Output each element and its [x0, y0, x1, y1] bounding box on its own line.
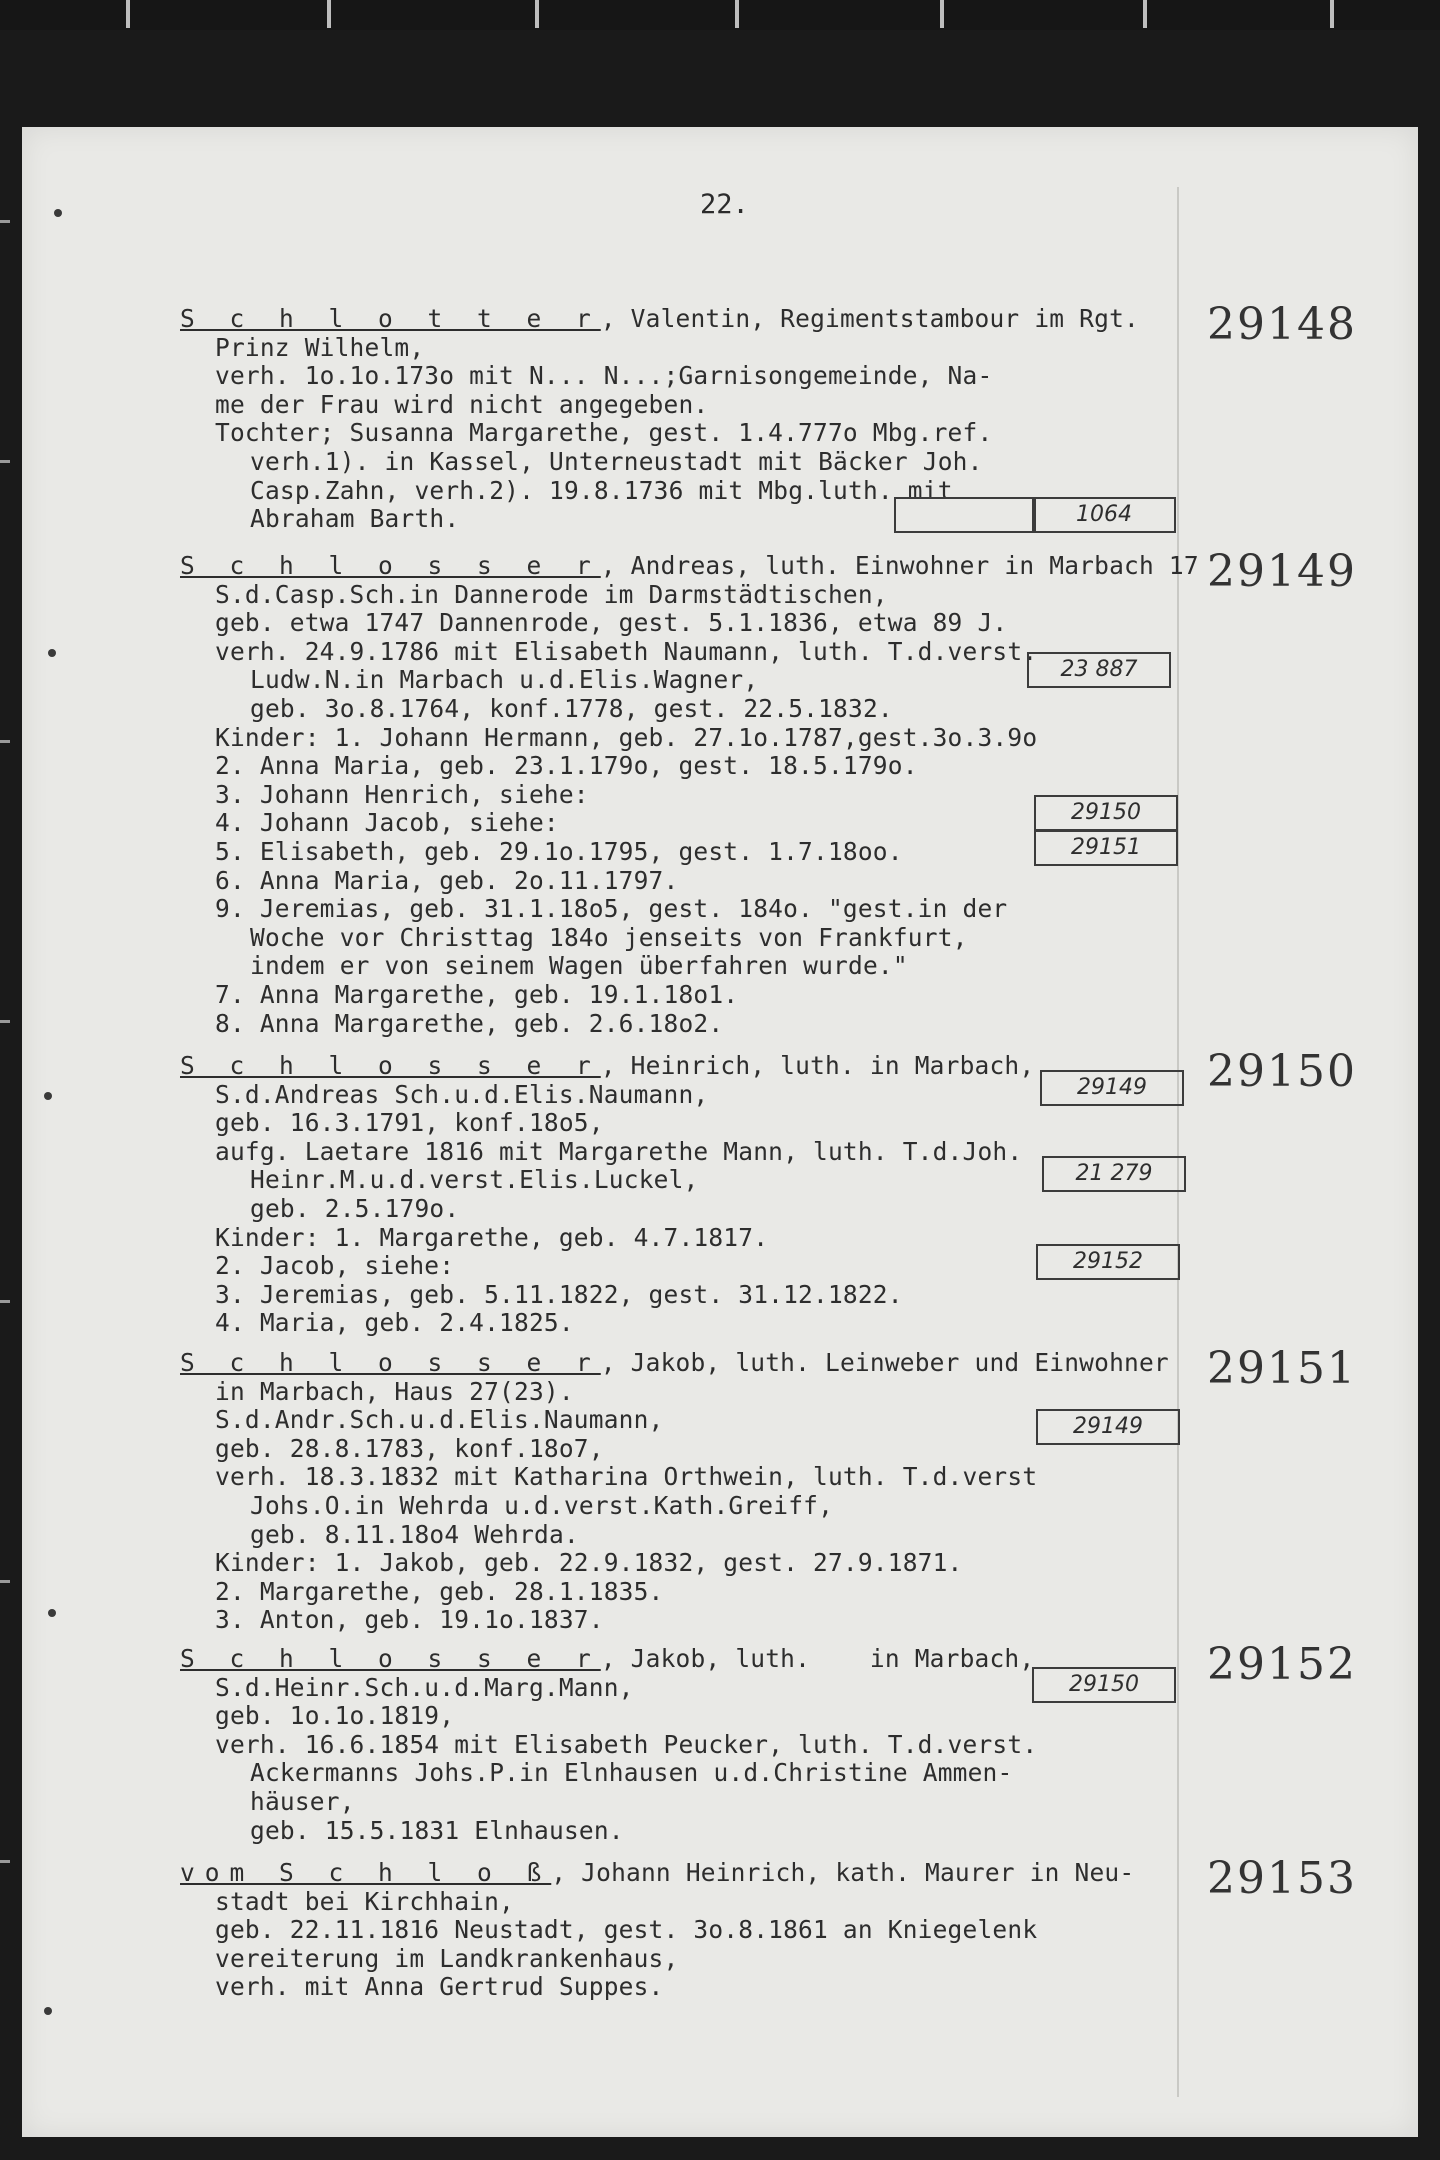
entry-line: Tochter; Susanna Margarethe, gest. 1.4.777o Mbg.ref. [215, 418, 993, 448]
entry-line: 2. Anna Maria, geb. 23.1.179o, gest. 18.5.179o. [215, 751, 918, 781]
entry-line: stadt bei Kirchhain, [215, 1886, 515, 1916]
surname: vom S c h l o ß [180, 1858, 552, 1887]
scan-side-mark [0, 220, 10, 223]
entry-line: Ludw.N.in Marbach u.d.Elis.Wagner, [250, 665, 759, 695]
scan-tick-mark [735, 0, 739, 28]
entry-line: Casp.Zahn, verh.2). 19.8.1736 mit Mbg.luth. mit [250, 475, 953, 505]
surname: S c h l o t t e r [180, 304, 601, 333]
scan-side-mark [0, 740, 10, 743]
scan-tick-mark [940, 0, 944, 28]
entry-line: Ackermanns Johs.P.in Elnhausen u.d.Christine Ammen- [250, 1758, 1013, 1788]
entry-line: Abraham Barth. [250, 504, 460, 534]
entry-line: geb. 1o.1o.1819, [215, 1701, 455, 1731]
entry-line: 4. Johann Jacob, siehe: [215, 808, 559, 838]
scan-side-mark [0, 1300, 10, 1303]
entry-line: verh.1). in Kassel, Unterneustadt mit Bäcker Joh. [250, 446, 983, 476]
scan-side-mark [0, 460, 10, 463]
scan-tick-mark [1330, 0, 1334, 28]
entry-line: S.d.Heinr.Sch.u.d.Marg.Mann, [215, 1672, 634, 1702]
reference-box: 29152 [1036, 1244, 1180, 1280]
entry-line: 3. Jeremias, geb. 5.11.1822, gest. 31.12.1822. [215, 1279, 903, 1309]
punch-dot [48, 1609, 56, 1617]
entry-line: verh. 24.9.1786 mit Elisabeth Naumann, luth. T.d.verst. [215, 636, 1038, 666]
line-text: , Jakob, luth. Leinweber und Einwohner [600, 1348, 1169, 1377]
page-number: 22. [700, 189, 749, 220]
entry-line: vereiterung im Landkrankenhaus, [215, 1943, 679, 1973]
punch-dot [44, 1092, 52, 1100]
surname: S c h l o s s e r [180, 1348, 601, 1377]
scan-side-mark [0, 1580, 10, 1583]
scan-tick-mark [535, 0, 539, 28]
entry-line: 2. Jacob, siehe: [215, 1251, 455, 1281]
entry-line [180, 1349, 1220, 1378]
entry-line: verh. 18.3.1832 mit Katharina Orthwein, luth. T.d.verst [215, 1462, 1038, 1492]
line-text: , Heinrich, luth. in Marbach, [600, 1051, 1035, 1080]
entry-line: aufg. Laetare 1816 mit Margarethe Mann, luth. T.d.Joh. [215, 1136, 1023, 1166]
line-text: , Valentin, Regimentstambour im Rgt. [600, 304, 1139, 333]
entry-line: 3. Anton, geb. 19.1o.1837. [215, 1605, 604, 1635]
entry-line: Heinr.M.u.d.verst.Elis.Luckel, [250, 1165, 699, 1195]
entry-line: verh. 1o.1o.173o mit N... N...;Garnisongemeinde, Na- [215, 361, 993, 391]
entry-line: Johs.O.in Wehrda u.d.verst.Kath.Greiff, [250, 1490, 834, 1520]
entry-line: geb. etwa 1747 Dannenrode, gest. 5.1.1836, etwa 89 J. [215, 608, 1008, 638]
entry-line: 3. Johann Henrich, siehe: [215, 779, 589, 809]
reference-box: 29149 [1040, 1070, 1184, 1106]
entry-line: 2. Margarethe, geb. 28.1.1835. [215, 1576, 664, 1606]
entry-line: Kinder: 1. Jakob, geb. 22.9.1832, gest. 27.9.1871. [215, 1548, 963, 1578]
entry-line [180, 305, 1220, 334]
surname: S c h l o s s e r [180, 551, 601, 580]
entry-line: geb. 8.11.18o4 Wehrda. [250, 1519, 579, 1549]
entry-line: 7. Anna Margarethe, geb. 19.1.18o1. [215, 979, 739, 1009]
scan-tick-mark [327, 0, 331, 28]
entry-number: 29150 [1207, 1046, 1357, 1097]
entry-line: 6. Anna Maria, geb. 2o.11.1797. [215, 865, 679, 895]
reference-box: 23 887 [1027, 652, 1171, 688]
punch-dot [54, 209, 62, 217]
entry-number: 29151 [1207, 1343, 1357, 1394]
entry-line: Prinz Wilhelm, [215, 332, 425, 362]
entry-line: Woche vor Christtag 184o jenseits von Frankfurt, [250, 922, 968, 952]
entry-line: me der Frau wird nicht angegeben. [215, 389, 709, 419]
entry-line: 5. Elisabeth, geb. 29.1o.1795, gest. 1.7.18oo. [215, 836, 903, 866]
entry-line: geb. 22.11.1816 Neustadt, gest. 3o.8.1861 an Kniegelenk [215, 1915, 1038, 1945]
line-text: , Andreas, luth. Einwohner in Marbach 17 [600, 551, 1199, 580]
entry-line: geb. 2.5.179o. [250, 1193, 460, 1223]
entry-line: 8. Anna Margarethe, geb. 2.6.18o2. [215, 1008, 724, 1038]
reference-box: 29150 [1032, 1667, 1176, 1703]
entry-line: Kinder: 1. Margarethe, geb. 4.7.1817. [215, 1222, 769, 1252]
entry-number: 29152 [1207, 1639, 1357, 1690]
entry-line: Kinder: 1. Johann Hermann, geb. 27.1o.1787,gest.3o.3.9o [215, 722, 1038, 752]
entry-line [180, 552, 1220, 581]
entry-line: geb. 3o.8.1764, konf.1778, gest. 22.5.1832. [250, 693, 893, 723]
empty-reference-box [894, 497, 1036, 533]
surname: S c h l o s s e r [180, 1644, 601, 1673]
punch-dot [48, 649, 56, 657]
entry-line: 9. Jeremias, geb. 31.1.18o5, gest. 184o. "gest.in der [215, 894, 1008, 924]
entry-line: S.d.Andr.Sch.u.d.Elis.Naumann, [215, 1405, 664, 1435]
surname: S c h l o s s e r [180, 1051, 601, 1080]
entry-line: geb. 16.3.1791, konf.18o5, [215, 1108, 604, 1138]
entry-line: geb. 28.8.1783, konf.18o7, [215, 1433, 604, 1463]
scan-tick-mark [126, 0, 130, 28]
document-page [22, 127, 1418, 2137]
scan-tick-mark [1143, 0, 1147, 28]
entry-line: geb. 15.5.1831 Elnhausen. [250, 1815, 624, 1845]
line-text: , Jakob, luth. in Marbach, [600, 1644, 1035, 1673]
line-text: , Johann Heinrich, kath. Maurer in Neu- [551, 1858, 1135, 1887]
entry-number: 29148 [1207, 299, 1357, 350]
reference-box: 29151 [1034, 830, 1178, 866]
reference-box: 21 279 [1042, 1156, 1186, 1192]
entry-line: häuser, [250, 1786, 355, 1816]
entry-line: S.d.Andreas Sch.u.d.Elis.Naumann, [215, 1079, 709, 1109]
scanner-side-strip [0, 180, 14, 2080]
entry-number: 29153 [1207, 1853, 1357, 1904]
entry-line: verh. 16.6.1854 mit Elisabeth Peucker, luth. T.d.verst. [215, 1729, 1038, 1759]
reference-box: 1064 [1032, 497, 1176, 533]
scanner-top-band [0, 0, 1440, 30]
reference-box: 29150 [1034, 795, 1178, 831]
entry-line: in Marbach, Haus 27(23). [215, 1376, 574, 1406]
punch-dot [44, 2007, 52, 2015]
entry-line [180, 1859, 1220, 1888]
entry-line: indem er von seinem Wagen überfahren wurde." [250, 951, 908, 981]
scan-side-mark [0, 1860, 10, 1863]
reference-box: 29149 [1036, 1409, 1180, 1445]
entry-line: verh. mit Anna Gertrud Suppes. [215, 1972, 664, 2002]
scan-side-mark [0, 1020, 10, 1023]
entry-line: 4. Maria, geb. 2.4.1825. [215, 1308, 574, 1338]
entry-number: 29149 [1207, 546, 1357, 597]
entry-line: S.d.Casp.Sch.in Dannerode im Darmstädtischen, [215, 579, 888, 609]
